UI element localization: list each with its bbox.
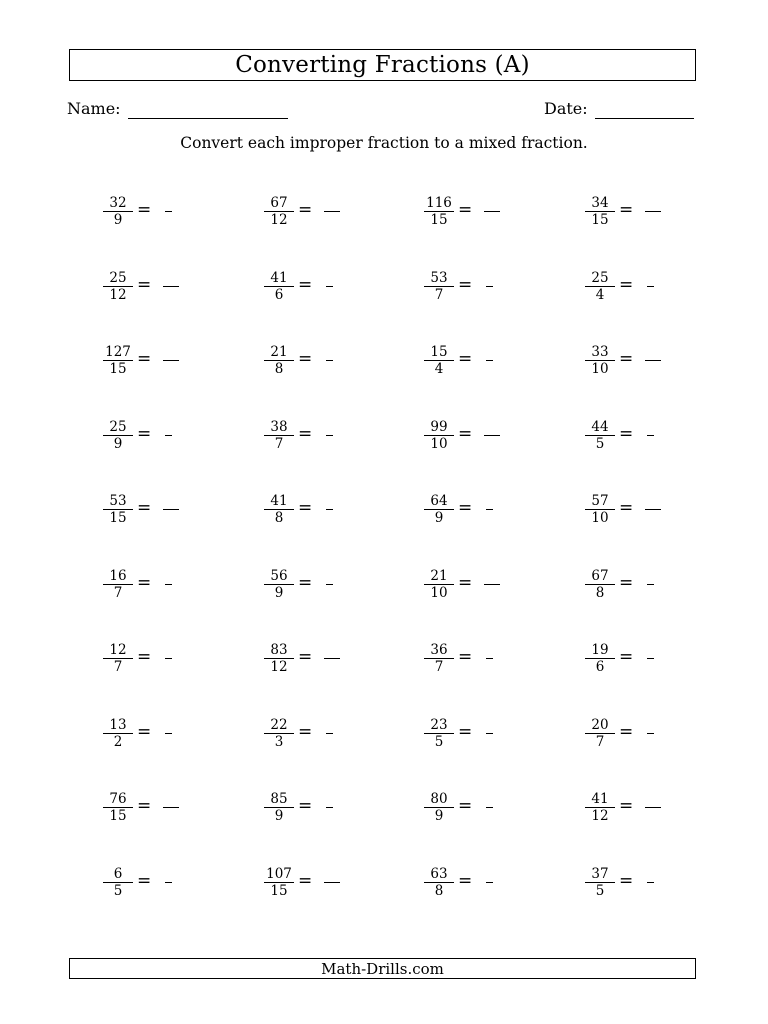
equals-sign: = — [298, 870, 313, 891]
improper-fraction — [264, 718, 294, 749]
denominator: 7 — [113, 584, 123, 601]
improper-fraction — [424, 792, 454, 823]
improper-fraction — [585, 718, 615, 749]
numerator: 12 — [109, 642, 127, 658]
denominator: 8 — [274, 361, 284, 377]
answer-blank[interactable] — [163, 509, 179, 510]
name-label: Name: — [67, 99, 121, 118]
equals-sign: = — [619, 870, 634, 891]
numerator: 32 — [109, 195, 127, 211]
numerator: 116 — [426, 195, 452, 211]
denominator: 6 — [274, 286, 284, 303]
answer-blank[interactable] — [326, 435, 333, 436]
problem-item — [264, 569, 384, 609]
answer-blank[interactable] — [324, 211, 340, 212]
improper-fraction — [424, 196, 454, 227]
improper-fraction — [585, 196, 615, 227]
denominator: 8 — [274, 510, 284, 526]
improper-fraction — [103, 643, 133, 674]
equals-sign: = — [619, 200, 634, 220]
problem-item — [264, 643, 384, 683]
answer-blank[interactable] — [165, 658, 172, 659]
equals-sign: = — [619, 572, 634, 593]
problem-item — [585, 420, 705, 460]
denominator: 15 — [430, 212, 448, 228]
problem-item — [585, 569, 705, 609]
improper-fraction — [585, 792, 615, 823]
denominator: 2 — [113, 733, 123, 750]
problem-item — [585, 196, 705, 236]
problem-item — [103, 271, 223, 311]
equals-sign: = — [619, 721, 634, 742]
answer-blank[interactable] — [326, 807, 333, 808]
problem-item — [424, 867, 544, 907]
answer-blank[interactable] — [326, 584, 333, 585]
equals-sign: = — [458, 870, 473, 891]
equals-sign: = — [298, 423, 313, 444]
equals-sign: = — [298, 498, 313, 518]
answer-blank[interactable] — [486, 509, 493, 510]
problem-item — [264, 196, 384, 236]
worksheet-title: Converting Fractions (A) — [69, 49, 696, 81]
denominator: 4 — [595, 286, 605, 303]
problem-item — [424, 792, 544, 832]
equals-sign: = — [137, 796, 152, 816]
denominator: 8 — [434, 882, 444, 899]
equals-sign: = — [137, 721, 152, 742]
denominator: 9 — [274, 584, 284, 601]
numerator: 36 — [430, 642, 448, 658]
equals-sign: = — [298, 721, 313, 742]
numerator: 25 — [109, 418, 127, 435]
denominator: 9 — [434, 808, 444, 824]
answer-blank[interactable] — [163, 286, 179, 287]
equals-sign: = — [298, 274, 313, 295]
problem-item — [424, 494, 544, 534]
equals-sign: = — [619, 647, 634, 667]
problem-item — [103, 569, 223, 609]
improper-fraction — [103, 867, 133, 898]
numerator: 63 — [430, 865, 448, 882]
denominator: 7 — [434, 286, 444, 303]
denominator: 10 — [591, 510, 609, 526]
numerator: 107 — [266, 865, 292, 882]
problem-item — [103, 345, 223, 385]
equals-sign: = — [137, 200, 152, 220]
equals-sign: = — [298, 572, 313, 593]
equals-sign: = — [619, 349, 634, 369]
denominator: 12 — [270, 212, 288, 228]
improper-fraction — [585, 643, 615, 674]
problem-item — [103, 867, 223, 907]
equals-sign: = — [298, 200, 313, 220]
answer-blank[interactable] — [486, 286, 493, 287]
improper-fraction — [103, 569, 133, 600]
numerator: 21 — [270, 344, 288, 360]
instructions: Convert each improper fraction to a mixed fraction. — [180, 134, 588, 152]
numerator: 85 — [270, 791, 288, 807]
numerator: 76 — [109, 791, 127, 807]
answer-blank[interactable] — [165, 584, 172, 585]
equals-sign: = — [619, 796, 634, 816]
numerator: 41 — [270, 493, 288, 509]
denominator: 10 — [591, 361, 609, 377]
equals-sign: = — [458, 498, 473, 518]
answer-blank[interactable] — [163, 807, 179, 808]
equals-sign: = — [137, 423, 152, 444]
equals-sign: = — [458, 721, 473, 742]
answer-blank[interactable] — [645, 509, 661, 510]
improper-fraction — [264, 271, 294, 302]
answer-blank[interactable] — [486, 360, 493, 361]
problem-item — [424, 196, 544, 236]
denominator: 15 — [591, 212, 609, 228]
equals-sign: = — [619, 274, 634, 295]
numerator: 127 — [105, 344, 131, 360]
denominator: 9 — [113, 212, 123, 228]
equals-sign: = — [619, 498, 634, 518]
improper-fraction — [103, 494, 133, 525]
equals-sign: = — [137, 647, 152, 667]
improper-fraction — [424, 718, 454, 749]
numerator: 22 — [270, 716, 288, 733]
answer-blank[interactable] — [484, 584, 500, 585]
improper-fraction — [585, 345, 615, 376]
improper-fraction — [585, 271, 615, 302]
equals-sign: = — [458, 647, 473, 667]
numerator: 34 — [591, 195, 609, 211]
numerator: 53 — [430, 269, 448, 286]
numerator: 80 — [430, 791, 448, 807]
numerator: 16 — [109, 567, 127, 584]
answer-blank[interactable] — [326, 286, 333, 287]
problem-item — [424, 643, 544, 683]
improper-fraction — [103, 271, 133, 302]
answer-blank[interactable] — [647, 584, 654, 585]
denominator: 9 — [274, 808, 284, 824]
numerator: 83 — [270, 642, 288, 658]
numerator: 67 — [270, 195, 288, 211]
equals-sign: = — [137, 870, 152, 891]
improper-fraction — [585, 494, 615, 525]
numerator: 41 — [591, 791, 609, 807]
denominator: 15 — [270, 882, 288, 899]
denominator: 7 — [274, 435, 284, 452]
equals-sign: = — [458, 572, 473, 593]
problem-item — [585, 494, 705, 534]
improper-fraction — [424, 271, 454, 302]
improper-fraction — [264, 420, 294, 451]
answer-blank[interactable] — [326, 509, 333, 510]
numerator: 44 — [591, 418, 609, 435]
problem-item — [264, 792, 384, 832]
improper-fraction — [264, 345, 294, 376]
improper-fraction — [424, 345, 454, 376]
answer-blank[interactable] — [647, 658, 654, 659]
denominator: 5 — [113, 882, 123, 899]
equals-sign: = — [137, 572, 152, 593]
denominator: 8 — [595, 584, 605, 601]
denominator: 15 — [109, 361, 127, 377]
improper-fraction — [424, 867, 454, 898]
problem-item — [264, 420, 384, 460]
denominator: 5 — [595, 435, 605, 452]
problem-item — [585, 345, 705, 385]
problem-item — [103, 196, 223, 236]
equals-sign: = — [458, 274, 473, 295]
numerator: 57 — [591, 493, 609, 509]
improper-fraction — [424, 494, 454, 525]
numerator: 33 — [591, 344, 609, 360]
answer-blank[interactable] — [486, 658, 493, 659]
numerator: 20 — [591, 716, 609, 733]
numerator: 67 — [591, 567, 609, 584]
improper-fraction — [264, 867, 294, 898]
improper-fraction — [585, 867, 615, 898]
improper-fraction — [424, 643, 454, 674]
answer-blank[interactable] — [645, 360, 661, 361]
answer-blank[interactable] — [647, 733, 654, 734]
denominator: 7 — [595, 733, 605, 750]
denominator: 12 — [270, 659, 288, 675]
problem-item — [264, 271, 384, 311]
numerator: 19 — [591, 642, 609, 658]
denominator: 12 — [109, 286, 127, 303]
improper-fraction — [103, 345, 133, 376]
numerator: 38 — [270, 418, 288, 435]
problem-item — [424, 345, 544, 385]
equals-sign: = — [137, 498, 152, 518]
denominator: 10 — [430, 435, 448, 452]
improper-fraction — [103, 420, 133, 451]
answer-blank[interactable] — [484, 435, 500, 436]
problem-item — [585, 643, 705, 683]
improper-fraction — [424, 569, 454, 600]
improper-fraction — [585, 569, 615, 600]
problem-item — [585, 867, 705, 907]
denominator: 4 — [434, 361, 444, 377]
improper-fraction — [264, 494, 294, 525]
denominator: 10 — [430, 584, 448, 601]
problem-item — [264, 345, 384, 385]
denominator: 9 — [434, 510, 444, 526]
answer-blank[interactable] — [486, 733, 493, 734]
problem-item — [424, 569, 544, 609]
denominator: 15 — [109, 808, 127, 824]
answer-blank[interactable] — [486, 807, 493, 808]
equals-sign: = — [458, 796, 473, 816]
improper-fraction — [103, 792, 133, 823]
problem-item — [585, 718, 705, 758]
equals-sign: = — [137, 349, 152, 369]
improper-fraction — [264, 792, 294, 823]
numerator: 15 — [430, 344, 448, 360]
numerator: 25 — [591, 269, 609, 286]
improper-fraction — [103, 718, 133, 749]
numerator: 56 — [270, 567, 288, 584]
numerator: 37 — [591, 865, 609, 882]
problem-item — [264, 494, 384, 534]
numerator: 99 — [430, 418, 448, 435]
numerator: 21 — [430, 567, 448, 584]
denominator: 5 — [595, 882, 605, 899]
equals-sign: = — [298, 796, 313, 816]
equals-sign: = — [458, 200, 473, 220]
answer-blank[interactable] — [326, 360, 333, 361]
answer-blank[interactable] — [647, 882, 654, 883]
equals-sign: = — [137, 274, 152, 295]
improper-fraction — [264, 569, 294, 600]
denominator: 6 — [595, 659, 605, 675]
equals-sign: = — [458, 423, 473, 444]
denominator: 5 — [434, 733, 444, 750]
problem-item — [424, 271, 544, 311]
denominator: 3 — [274, 733, 284, 750]
problem-item — [103, 494, 223, 534]
improper-fraction — [585, 420, 615, 451]
problem-item — [424, 718, 544, 758]
answer-blank[interactable] — [165, 882, 172, 883]
problem-item — [424, 420, 544, 460]
equals-sign: = — [298, 647, 313, 667]
denominator: 7 — [113, 659, 123, 675]
problem-item — [103, 718, 223, 758]
problem-item — [585, 271, 705, 311]
denominator: 7 — [434, 659, 444, 675]
numerator: 23 — [430, 716, 448, 733]
numerator: 64 — [430, 493, 448, 509]
denominator: 15 — [109, 510, 127, 526]
answer-blank[interactable] — [647, 286, 654, 287]
improper-fraction — [103, 196, 133, 227]
numerator: 6 — [113, 865, 123, 882]
problem-item — [585, 792, 705, 832]
date-label: Date: — [544, 99, 588, 118]
answer-blank[interactable] — [326, 733, 333, 734]
answer-blank[interactable] — [484, 211, 500, 212]
problem-item — [103, 420, 223, 460]
denominator: 9 — [113, 435, 123, 452]
answer-blank[interactable] — [324, 658, 340, 659]
answer-blank[interactable] — [647, 435, 654, 436]
problem-item — [103, 643, 223, 683]
improper-fraction — [264, 196, 294, 227]
numerator: 41 — [270, 269, 288, 286]
answer-blank[interactable] — [645, 807, 661, 808]
equals-sign: = — [458, 349, 473, 369]
answer-blank[interactable] — [165, 733, 172, 734]
answer-blank[interactable] — [645, 211, 661, 212]
problem-item — [264, 867, 384, 907]
answer-blank[interactable] — [163, 360, 179, 361]
numerator: 53 — [109, 493, 127, 509]
equals-sign: = — [298, 349, 313, 369]
answer-blank[interactable] — [324, 882, 340, 883]
problem-item — [103, 792, 223, 832]
problem-item — [264, 718, 384, 758]
answer-blank[interactable] — [165, 435, 172, 436]
footer: Math-Drills.com — [69, 958, 696, 979]
equals-sign: = — [619, 423, 634, 444]
numerator: 13 — [109, 716, 127, 733]
answer-blank[interactable] — [165, 211, 172, 212]
improper-fraction — [264, 643, 294, 674]
answer-blank[interactable] — [486, 882, 493, 883]
numerator: 25 — [109, 269, 127, 286]
improper-fraction — [424, 420, 454, 451]
denominator: 12 — [591, 808, 609, 824]
